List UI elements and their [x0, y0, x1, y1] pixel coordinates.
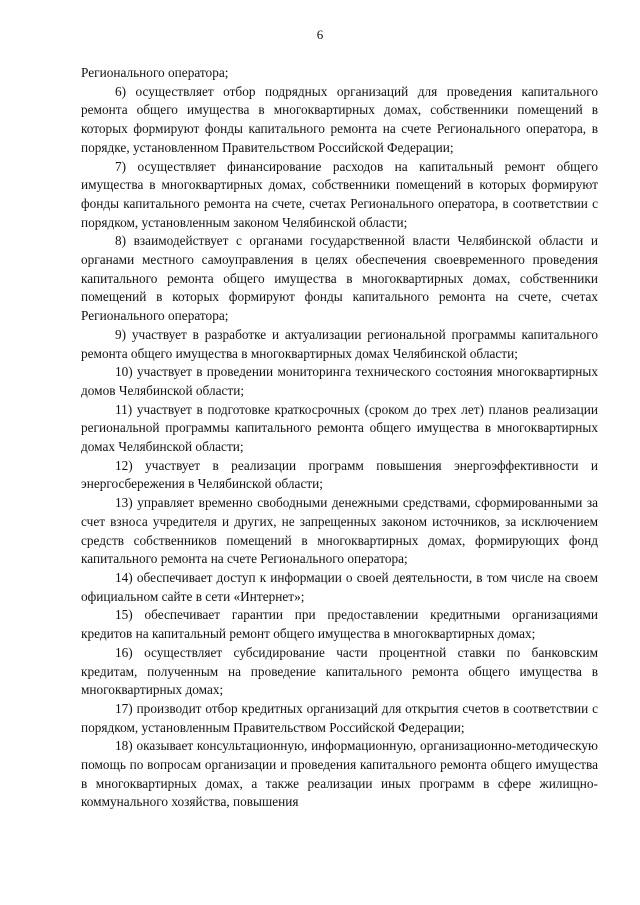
list-item-17: 17) производит отбор кредитных организаций для открытия счетов в соответствии с порядком, установленным Правительством Российской Федерации; [81, 700, 598, 735]
list-item-16: 16) осуществляет субсидирование части процентной ставки по банковским кредитам, полученным на проведение капитального ремонта общего имущества в многоквартирных домах; [81, 644, 598, 698]
list-item-10: 10) участвует в проведении мониторинга технического состояния многоквартирных домов Челябинской области; [81, 364, 598, 398]
list-item-13: 13) управляет временно свободными денежными средствами, сформированными за счет взноса учредителя и других, не запрещенных законом источников, за исключением средств собственников помещений в многоквартирных домах, формирующих фонд капитального ремонта на счете Регионального оператора; [81, 495, 598, 567]
list-item-15: 15) обеспечивает гарантии при предоставлении кредитными организациями кредитов на капитальный ремонт общего имущества в многоквартирных домах; [81, 607, 598, 642]
list-item-14: 14) обеспечивает доступ к информации о своей деятельности, в том числе на своем официальном сайте в сети «Интернет»; [81, 569, 598, 604]
list-item-8: 8) взаимодействует с органами государственной власти Челябинской области и органами местного самоуправления в целях обеспечения своевременного проведения капитального ремонта общего имущества в многоквартирных домах, собственники помещений в которых формируют фонды капитального ремонта на счете, счетах Регионального оператора; [81, 233, 598, 324]
continuation-paragraph: Регионального оператора; [81, 65, 229, 80]
list-item-6: 6) осуществляет отбор подрядных организаций для проведения капитального ремонта общего имущества в многоквартирных домах, собственники помещений в которых формируют фонды капитального ремонта на счете Регионального оператора, в порядке, установленном Правительством Российской Федерации; [81, 83, 598, 155]
page-number: 6 [316, 27, 324, 42]
list-item-12: 12) участвует в реализации программ повышения энергоэффективности и энергосбережения в Челябинской области; [81, 457, 598, 492]
list-item-18: 18) оказывает консультационную, информационную, организационно-методическую помощь по вопросам организации и проведения капитального ремонта общего имущества в многоквартирных домах, а также реализации иных программ в сфере жилищно-коммунального хозяйства, повышения [81, 738, 598, 810]
list-item-7: 7) осуществляет финансирование расходов на капитальный ремонт общего имущества в многоквартирных домах, собственники помещений в которых формируют фонды капитального ремонта на счете, счетах Регионального оператора, в соответствии с порядком, установленным законом Челябинской области; [81, 158, 598, 230]
list-item-11: 11) участвует в подготовке краткосрочных (сроком до трех лет) планов реализации региональной программы капитального ремонта общего имущества в многоквартирных домах Челябинской области; [81, 401, 598, 455]
document-body [81, 64, 598, 812]
list-item-9: 9) участвует в разработке и актуализации региональной программы капитального ремонта общего имущества в многоквартирных домах Челябинской области; [81, 326, 598, 361]
